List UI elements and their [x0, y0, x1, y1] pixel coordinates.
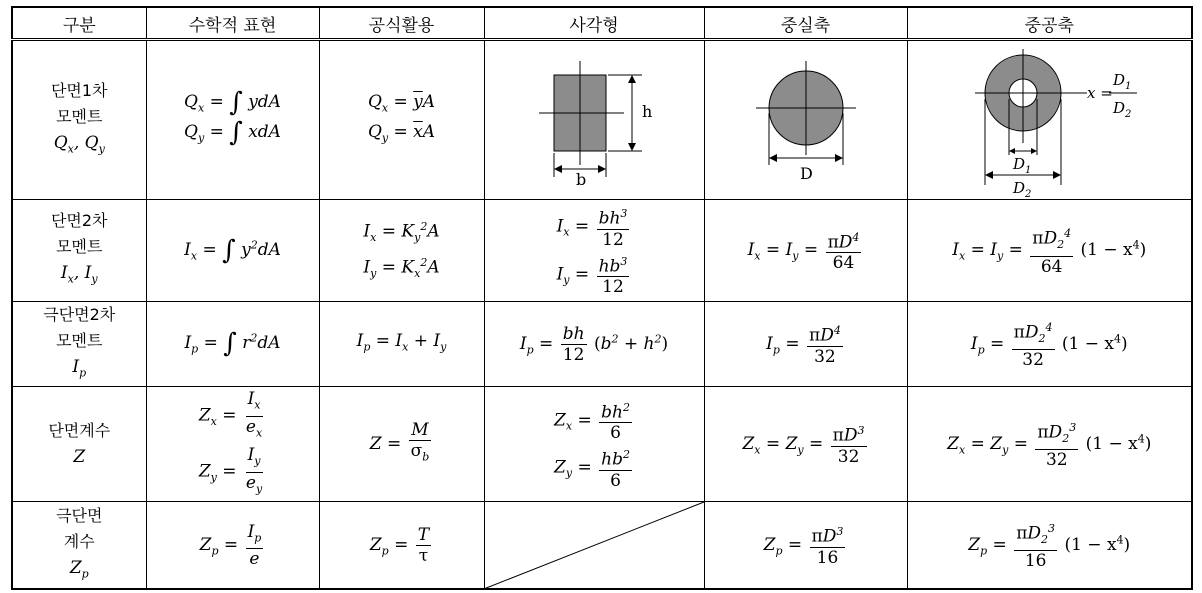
- rect-second-moment: [484, 200, 704, 302]
- formula-qx-integral: $Q_x$ = ∫ ydA: [184, 87, 281, 118]
- solid-shaft-diagram-cell: [704, 40, 907, 200]
- hollow-polar-modulus: [907, 501, 1192, 589]
- solid-shaft-diagram: [736, 53, 876, 183]
- formula-ip-integral: $I_p$ = ∫ $r^2dA$: [184, 328, 281, 359]
- applied-second-moment: [319, 200, 484, 302]
- row-name-line2: 모멘트: [56, 237, 103, 257]
- formula-ip-solid: $I_p$ = $\frac{\pi D^4}{32}$: [766, 334, 845, 354]
- formula-i-solid: $I_x = I_y$ = $\frac{\pi D^4}{64}$: [748, 240, 864, 260]
- row-name-line1: 단면2차: [50, 211, 108, 231]
- hollow-shaft-diagram-cell: [907, 40, 1192, 200]
- solid-polar-modulus: [704, 501, 907, 589]
- label-d2: $D_2$: [1013, 179, 1032, 200]
- formula-z-solid: $Z_x = Z_y$ = $\frac{\pi D^3}{32}$: [742, 434, 868, 454]
- rect-polar-moment: [484, 302, 704, 387]
- row-symbol: $Q_x$, $Q_y$: [53, 132, 105, 156]
- label-d1: $D_1$: [1013, 155, 1032, 176]
- solid-polar-moment: [704, 302, 907, 387]
- hollow-polar-moment: [907, 302, 1192, 387]
- header-math-expression: 수학적 표현: [146, 7, 319, 40]
- row-polar-moment: [12, 302, 1192, 387]
- formula-z-applied: Z = $\frac{M}{\sigma_b}$: [369, 420, 430, 464]
- formula-ip-hollow: $I_p$ = $\frac{\pi D_2^4}{32}$ $(1 - x^4)$: [971, 334, 1128, 354]
- label-h: h: [642, 102, 653, 121]
- math-polar-moment: [146, 302, 319, 387]
- row-second-moment: [12, 200, 1192, 302]
- row-name-line1: 단면계수: [48, 421, 111, 441]
- row-label-second-moment: [12, 200, 146, 302]
- row-first-moment: [12, 40, 1192, 200]
- row-symbol: $I_p$: [72, 357, 87, 380]
- row-polar-modulus: [12, 501, 1192, 589]
- row-symbol: $I_x$, $I_y$: [60, 263, 98, 286]
- formula-zp-hollow: $Z_p$ = $\frac{\pi D_2^3}{16}$ $(1 - x^4)$: [968, 535, 1130, 555]
- formula-zp-applied: $Z_p$ = $\frac{T}{\tau}$: [369, 524, 430, 566]
- label-b: b: [576, 170, 587, 189]
- ratio-denominator: $D_2$: [1113, 99, 1132, 120]
- ratio-numerator: $D_1$: [1113, 71, 1132, 92]
- label-d: D: [799, 164, 813, 183]
- header-hollow-shaft: 중공축: [907, 7, 1192, 40]
- math-section-modulus: [146, 387, 319, 502]
- row-name-line2: 모멘트: [56, 106, 103, 126]
- row-name-line2: 계수: [63, 532, 95, 551]
- row-name-line1: 극단면: [56, 506, 103, 525]
- formula-iy-rect: $I_y$ = $\frac{hb^3}{12}$: [485, 252, 704, 298]
- hollow-shaft-diagram: [949, 43, 1149, 200]
- rectangle-diagram-cell: [484, 40, 704, 200]
- formula-zx-rect: $Z_x$ = $\frac{bh^2}{6}$: [485, 398, 704, 444]
- hollow-second-moment: [907, 200, 1192, 302]
- solid-section-modulus: [704, 387, 907, 502]
- formula-qy-applied: $Q_y = \overline{x}A$: [367, 122, 436, 145]
- row-name-line1: 극단면2차: [43, 305, 116, 324]
- diagonal-slash: [485, 502, 704, 589]
- hollow-section-modulus: [907, 387, 1192, 502]
- header-row: [12, 7, 1192, 40]
- applied-section-modulus: [319, 387, 484, 502]
- formula-ix-integral: $I_x$ = ∫ $y^2dA$: [184, 235, 281, 266]
- formula-ix-rect: $I_x$ = $\frac{bh^3}{12}$: [485, 204, 704, 250]
- math-second-moment: [146, 200, 319, 302]
- formula-z-hollow: $Z_x = Z_y$ = $\frac{\pi D_2^3}{32}$ $(1 - x^4)$: [947, 434, 1151, 454]
- math-polar-modulus: [146, 501, 319, 589]
- row-symbol: $Z_p$: [69, 558, 89, 581]
- solid-second-moment: [704, 200, 907, 302]
- formula-qy-integral: $Q_y$ = ∫ xdA: [184, 117, 281, 148]
- row-name-line2: 모멘트: [56, 331, 103, 350]
- formula-qx-applied: $Q_x = \overline{y}A$: [367, 91, 436, 114]
- row-section-modulus: [12, 387, 1192, 502]
- section-properties-table: [11, 6, 1193, 590]
- row-label-polar-modulus: [12, 501, 146, 589]
- rect-polar-modulus-empty: [484, 501, 704, 589]
- formula-zp-solid: $Z_p$ = $\frac{\pi D^3}{16}$: [764, 535, 848, 555]
- formula-iy-applied: $I_y = K_x^2A$: [363, 255, 440, 280]
- formula-zy-rect: $Z_y$ = $\frac{hb^2}{6}$: [485, 445, 704, 491]
- math-first-moment: [146, 40, 319, 200]
- header-rectangle: 사각형: [484, 7, 704, 40]
- applied-first-moment: [319, 40, 484, 200]
- label-ratio: x =: [1087, 84, 1114, 102]
- formula-zp-def: $Z_p$ = $\frac{I_p}{e}$: [199, 521, 262, 569]
- formula-i-hollow: $I_x = I_y$ = $\frac{\pi D_2^4}{64}$ $(1 - x^4)$: [952, 240, 1146, 260]
- header-category: 구분: [12, 7, 146, 40]
- formula-ix-applied: $I_x = K_y^2A$: [363, 220, 440, 245]
- formula-ip-rect: $I_p$ = $\frac{bh}{12}$ $(b^2 + h^2)$: [519, 323, 669, 365]
- row-label-first-moment: [12, 40, 146, 200]
- header-formula-use: 공식활용: [319, 7, 484, 40]
- row-name-line1: 단면1차: [50, 80, 108, 100]
- row-label-polar-moment: [12, 302, 146, 387]
- formula-zx-def: $Z_x$ = $\frac{I_x}{e_x}$: [198, 389, 263, 440]
- rectangle-diagram: [524, 53, 664, 189]
- formula-ip-applied: $I_p = I_x + I_y$: [356, 331, 447, 354]
- formula-zy-def: $Z_y$ = $\frac{I_y}{e_y}$: [198, 445, 263, 495]
- applied-polar-moment: [319, 302, 484, 387]
- header-solid-shaft: 중실축: [704, 7, 907, 40]
- applied-polar-modulus: [319, 501, 484, 589]
- row-symbol: Z: [73, 447, 86, 468]
- row-label-section-modulus: [12, 387, 146, 502]
- rect-section-modulus: [484, 387, 704, 502]
